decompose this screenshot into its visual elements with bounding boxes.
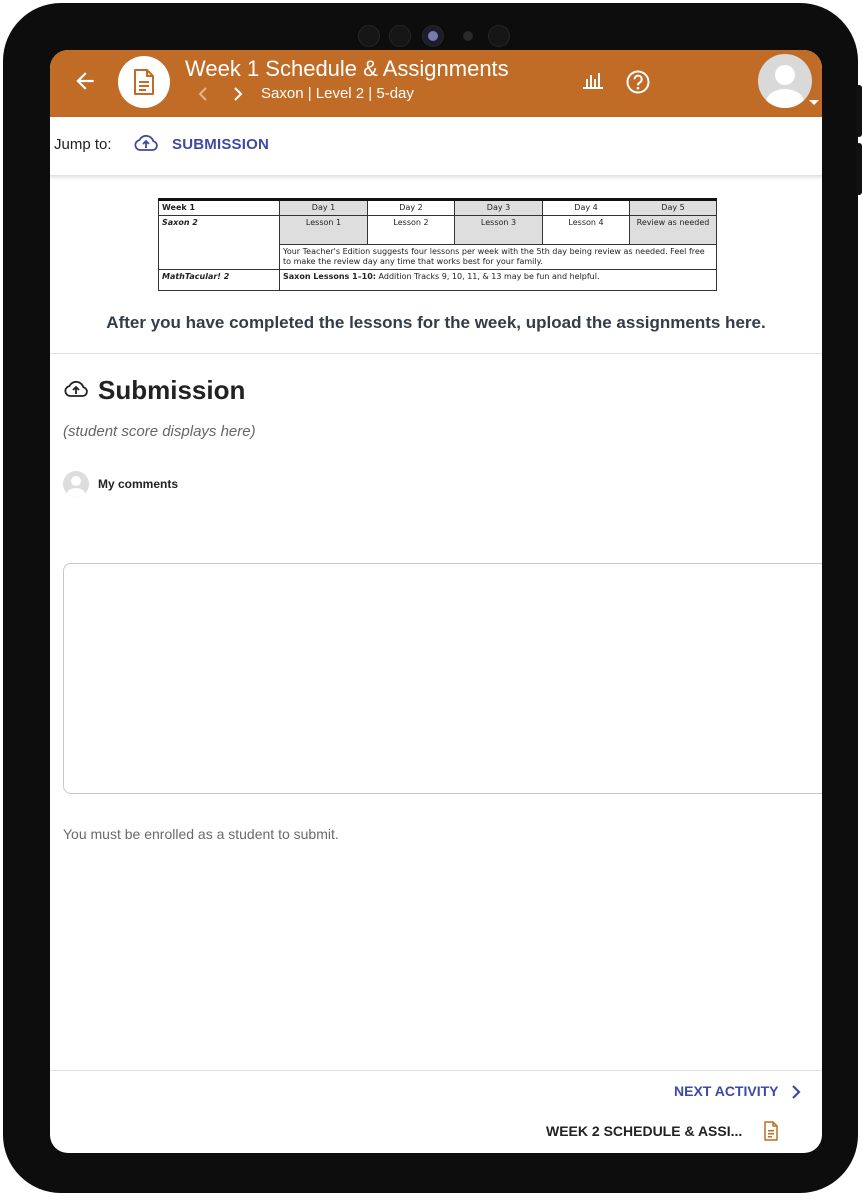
- row-label-mathtacular: MathTacular! 2: [159, 270, 280, 291]
- sensor-icon: [358, 25, 380, 47]
- table-row: [159, 270, 717, 291]
- comment-textarea[interactable]: [63, 563, 822, 794]
- note-bold-text: Saxon Lessons 1–10:: [283, 272, 376, 281]
- table-row: [159, 216, 717, 245]
- table-cell: Lesson 2: [368, 216, 455, 245]
- note-text: Addition Tracks 9, 10, 11, & 13 may be fun and helpful.: [375, 272, 600, 281]
- avatar-icon: [63, 471, 89, 497]
- chevron-left-icon[interactable]: [196, 86, 210, 102]
- avatar-dropdown-icon[interactable]: [809, 100, 819, 105]
- app-header: [50, 50, 822, 117]
- table-cell: Lesson 1: [280, 216, 368, 245]
- avatar-icon: [758, 54, 812, 108]
- chevron-right-icon[interactable]: [790, 1084, 802, 1100]
- document-icon: [763, 1121, 779, 1141]
- sensor-icon: [488, 25, 510, 47]
- table-cell: Lesson 4: [543, 216, 630, 245]
- table-header-row: [159, 200, 717, 216]
- back-arrow-icon[interactable]: [72, 68, 98, 94]
- page-title: Week 1 Schedule & Assignments: [185, 56, 509, 81]
- score-placeholder: (student score displays here): [63, 423, 256, 440]
- bar-chart-icon[interactable]: [582, 70, 604, 92]
- side-button: [856, 143, 862, 195]
- comments-label: My comments: [98, 477, 179, 491]
- table-header-cell: Day 4: [543, 200, 630, 216]
- app-screen: [50, 50, 822, 1153]
- table-note-cell: Your Teacher's Edition suggests four lessons per week with the 5th day being review as needed. Feel free to make the review day any time that works best for your family.: [280, 245, 717, 270]
- next-activity-title[interactable]: WEEK 2 SCHEDULE & ASSI...: [546, 1123, 743, 1139]
- enroll-message: You must be enrolled as a student to submit.: [63, 826, 339, 842]
- row-label-saxon: Saxon 2: [159, 216, 280, 270]
- cloud-upload-icon: [63, 378, 89, 400]
- activity-icon-badge: [118, 56, 170, 108]
- next-activity-link[interactable]: NEXT ACTIVITY: [674, 1083, 779, 1099]
- table-header-cell: Week 1: [159, 200, 280, 216]
- sensor-icon: [389, 25, 411, 47]
- schedule-table: [158, 198, 717, 291]
- table-header-cell: Day 5: [630, 200, 717, 216]
- sensor-icon: [463, 31, 473, 41]
- table-cell: Review as needed: [630, 216, 717, 245]
- side-button: [856, 85, 862, 137]
- divider: [50, 353, 822, 354]
- tablet-frame: [3, 3, 858, 1193]
- upload-instructions: After you have completed the lessons for the week, upload the assignments here.: [106, 313, 766, 332]
- cloud-upload-icon[interactable]: [133, 132, 159, 154]
- jump-bar: [50, 117, 822, 176]
- comment-avatar: [63, 471, 89, 497]
- table-cell: Lesson 3: [455, 216, 543, 245]
- chevron-right-icon[interactable]: [231, 86, 245, 102]
- document-icon: [131, 68, 157, 96]
- camera-icon: [422, 25, 444, 47]
- table-note-cell: [280, 270, 717, 291]
- submission-title: Submission: [98, 375, 246, 405]
- page-subtitle: Saxon | Level 2 | 5-day: [261, 85, 414, 102]
- table-header-cell: Day 1: [280, 200, 368, 216]
- table-header-cell: Day 3: [455, 200, 543, 216]
- avatar[interactable]: [758, 54, 812, 108]
- jump-link-submission[interactable]: SUBMISSION: [172, 136, 270, 153]
- help-icon[interactable]: [625, 69, 651, 95]
- jump-label: Jump to:: [54, 136, 112, 153]
- divider: [50, 1070, 822, 1071]
- table-header-cell: Day 2: [368, 200, 455, 216]
